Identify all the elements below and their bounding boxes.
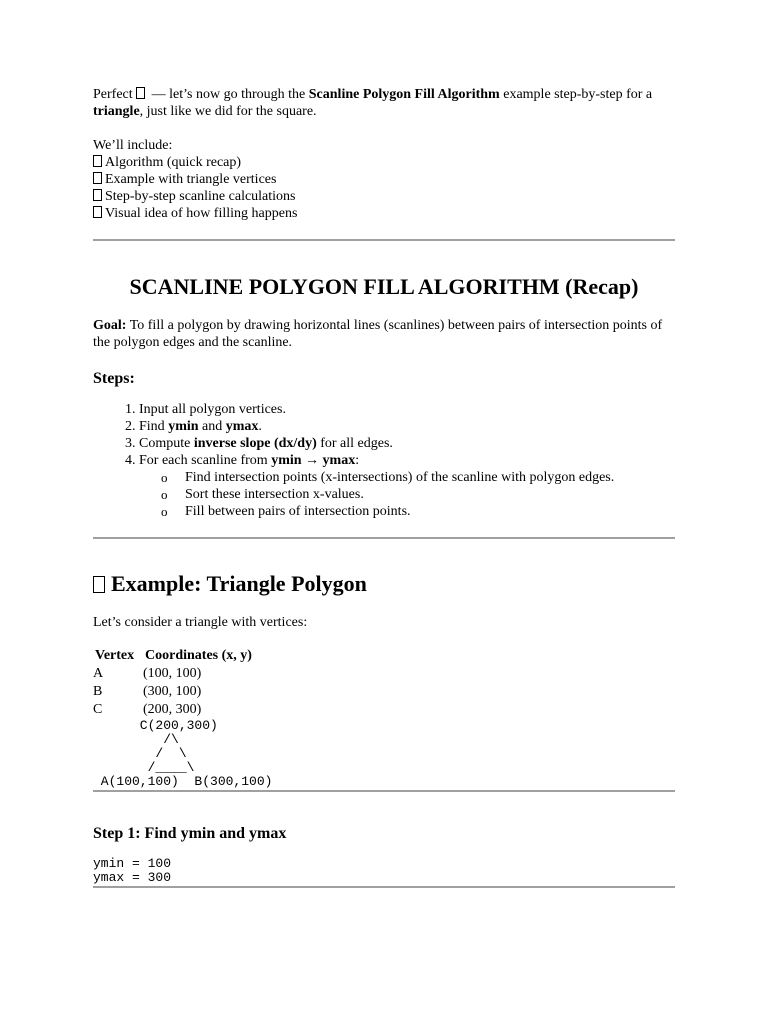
- step-text: For each scanline from: [139, 453, 272, 468]
- step-text: for all edges.: [316, 436, 393, 451]
- section-divider: [93, 537, 675, 539]
- intro-text-2: — let’s now go through the: [148, 87, 309, 102]
- step1-code: ymin = 100 ymax = 300: [93, 856, 172, 885]
- step-text: Input all polygon vertices.: [139, 402, 286, 417]
- document-page: [93, 86, 675, 888]
- goal-paragraph: [93, 317, 675, 351]
- step-bold: inverse slope (dx/dy): [193, 436, 317, 451]
- coords-cell: (100, 100): [143, 666, 202, 681]
- recap-title: SCANLINE POLYGON FILL ALGORITHM (Recap): [129, 274, 639, 299]
- checkmark-emoji-icon: [93, 189, 102, 201]
- step-item: [139, 435, 675, 452]
- section-divider: [93, 790, 675, 792]
- example-title-text: Example: Triangle Polygon: [111, 571, 367, 596]
- sub-step-item: o Find intersection points (x-intersections) of the scanline with polygon edges.: [161, 469, 675, 486]
- include-item-text: Algorithm (quick recap): [105, 155, 242, 170]
- intro-paragraph: [93, 86, 675, 120]
- vertex-cell: B: [93, 684, 103, 699]
- sub-step-item: o Sort these intersection x-values.: [161, 486, 675, 503]
- step-bold: ymax: [225, 419, 259, 434]
- intro-text-1: Perfect: [93, 87, 137, 102]
- include-item: [93, 171, 675, 188]
- example-title: [93, 571, 675, 597]
- emoji-placeholder-icon: [93, 576, 105, 593]
- steps-heading: Steps:: [93, 370, 135, 387]
- vertex-cell: A: [93, 666, 104, 681]
- include-item-text: Step-by-step scanline calculations: [105, 189, 296, 204]
- table-row: [93, 665, 254, 683]
- coords-cell: (300, 100): [143, 684, 202, 699]
- step-item: [139, 401, 675, 418]
- step-text: Find: [139, 419, 169, 434]
- intro-bold-algorithm: Scanline Polygon Fill Algorithm: [308, 87, 500, 102]
- step-item: [139, 452, 675, 520]
- section-divider: [93, 239, 675, 241]
- intro-bold-triangle: triangle: [93, 104, 140, 119]
- include-item-text: Visual idea of how filling happens: [105, 206, 298, 221]
- coords-cell: (200, 300): [143, 702, 202, 717]
- step-text: Compute: [139, 436, 194, 451]
- include-heading: We’ll include:: [93, 138, 173, 153]
- steps-list: [93, 401, 675, 520]
- section-divider: [93, 886, 675, 888]
- example-lead: Let’s consider a triangle with vertices:: [93, 615, 308, 630]
- intro-text-3: example step-by-step for a: [499, 87, 653, 102]
- table-header-row: [93, 647, 254, 665]
- include-item: [93, 154, 675, 171]
- table-row: [93, 701, 254, 719]
- goal-label: Goal:: [93, 318, 127, 333]
- table-header: Vertex: [95, 648, 135, 663]
- checkmark-emoji-icon: [93, 172, 102, 184]
- table-row: [93, 683, 254, 701]
- step1-heading: Step 1: Find ymin and ymax: [93, 825, 287, 842]
- vertex-cell: C: [93, 702, 103, 717]
- step-bold: ymin → ymax: [271, 453, 356, 468]
- checkmark-emoji-icon: [93, 206, 102, 218]
- vertex-table: [93, 647, 254, 719]
- intro-text-4: , just like we did for the square.: [139, 104, 317, 119]
- step-text: and: [198, 419, 226, 434]
- include-item: [93, 188, 675, 205]
- step-bold: ymin: [168, 419, 199, 434]
- goal-text: To fill a polygon by drawing horizontal lines (scanlines) between pairs of intersection points of the polygon edges and the scanline.: [93, 318, 663, 350]
- checkmark-emoji-icon: [93, 155, 102, 167]
- include-item-text: Example with triangle vertices: [105, 172, 277, 187]
- step-text: .: [258, 419, 262, 434]
- step-item: [139, 418, 675, 435]
- include-item: [93, 205, 675, 222]
- triangle-ascii-diagram: C(200,300) /\ / \ /____\ A(100,100) B(300,100): [100, 718, 273, 789]
- sub-steps-list: [139, 469, 675, 520]
- emoji-placeholder-icon: [136, 87, 145, 99]
- step-text: :: [355, 453, 360, 468]
- sub-step-item: o Fill between pairs of intersection points.: [161, 503, 675, 520]
- table-header: Coordinates (x, y): [145, 648, 252, 663]
